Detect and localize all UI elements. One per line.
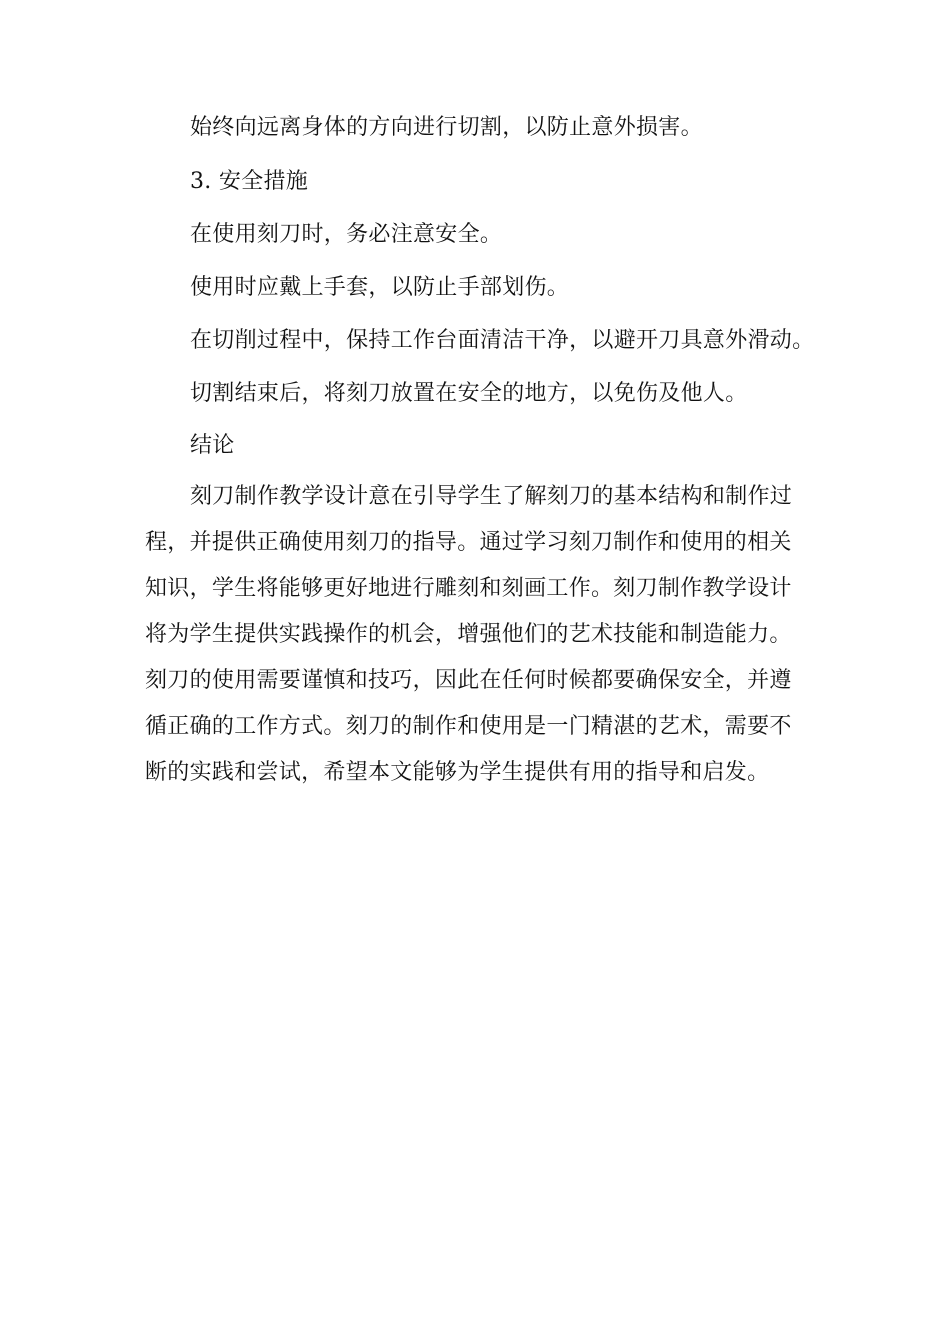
paragraph-line: 刻刀制作教学设计意在引导学生了解刻刀的基本结构和制作过: [190, 484, 793, 509]
paragraph-line: 循正确的工作方式。刻刀的制作和使用是一门精湛的艺术，需要不: [145, 714, 792, 739]
paragraph-line: 程，并提供正确使用刻刀的指导。通过学习刻刀制作和使用的相关: [145, 530, 792, 555]
section-heading-safety: 3. 安全措施: [190, 169, 309, 194]
text-line-store-knife: 切割结束后，将刻刀放置在安全的地方，以免伤及他人。: [190, 381, 748, 406]
paragraph-line: 将为学生提供实践操作的机会，增强他们的艺术技能和制造能力。: [145, 622, 792, 647]
text-line-safety-note: 在使用刻刀时，务必注意安全。: [190, 222, 503, 247]
conclusion-paragraph: [145, 482, 797, 804]
text-line-cutting-direction: 始终向远离身体的方向进行切割，以防止意外损害。: [190, 115, 703, 140]
paragraph-line: 断的实践和尝试，希望本文能够为学生提供有用的指导和启发。: [145, 760, 770, 785]
text-line-gloves: 使用时应戴上手套，以防止手部划伤。: [190, 275, 570, 300]
paragraph-line: 知识，学生将能够更好地进行雕刻和刻画工作。刻刀制作教学设计: [145, 576, 792, 601]
section-heading-conclusion: 结论: [190, 433, 235, 458]
text-line-clean-workbench: 在切削过程中，保持工作台面清洁干净，以避开刀具意外滑动。: [190, 328, 815, 353]
paragraph-line: 刻刀的使用需要谨慎和技巧，因此在任何时候都要确保安全，并遵: [145, 668, 792, 693]
